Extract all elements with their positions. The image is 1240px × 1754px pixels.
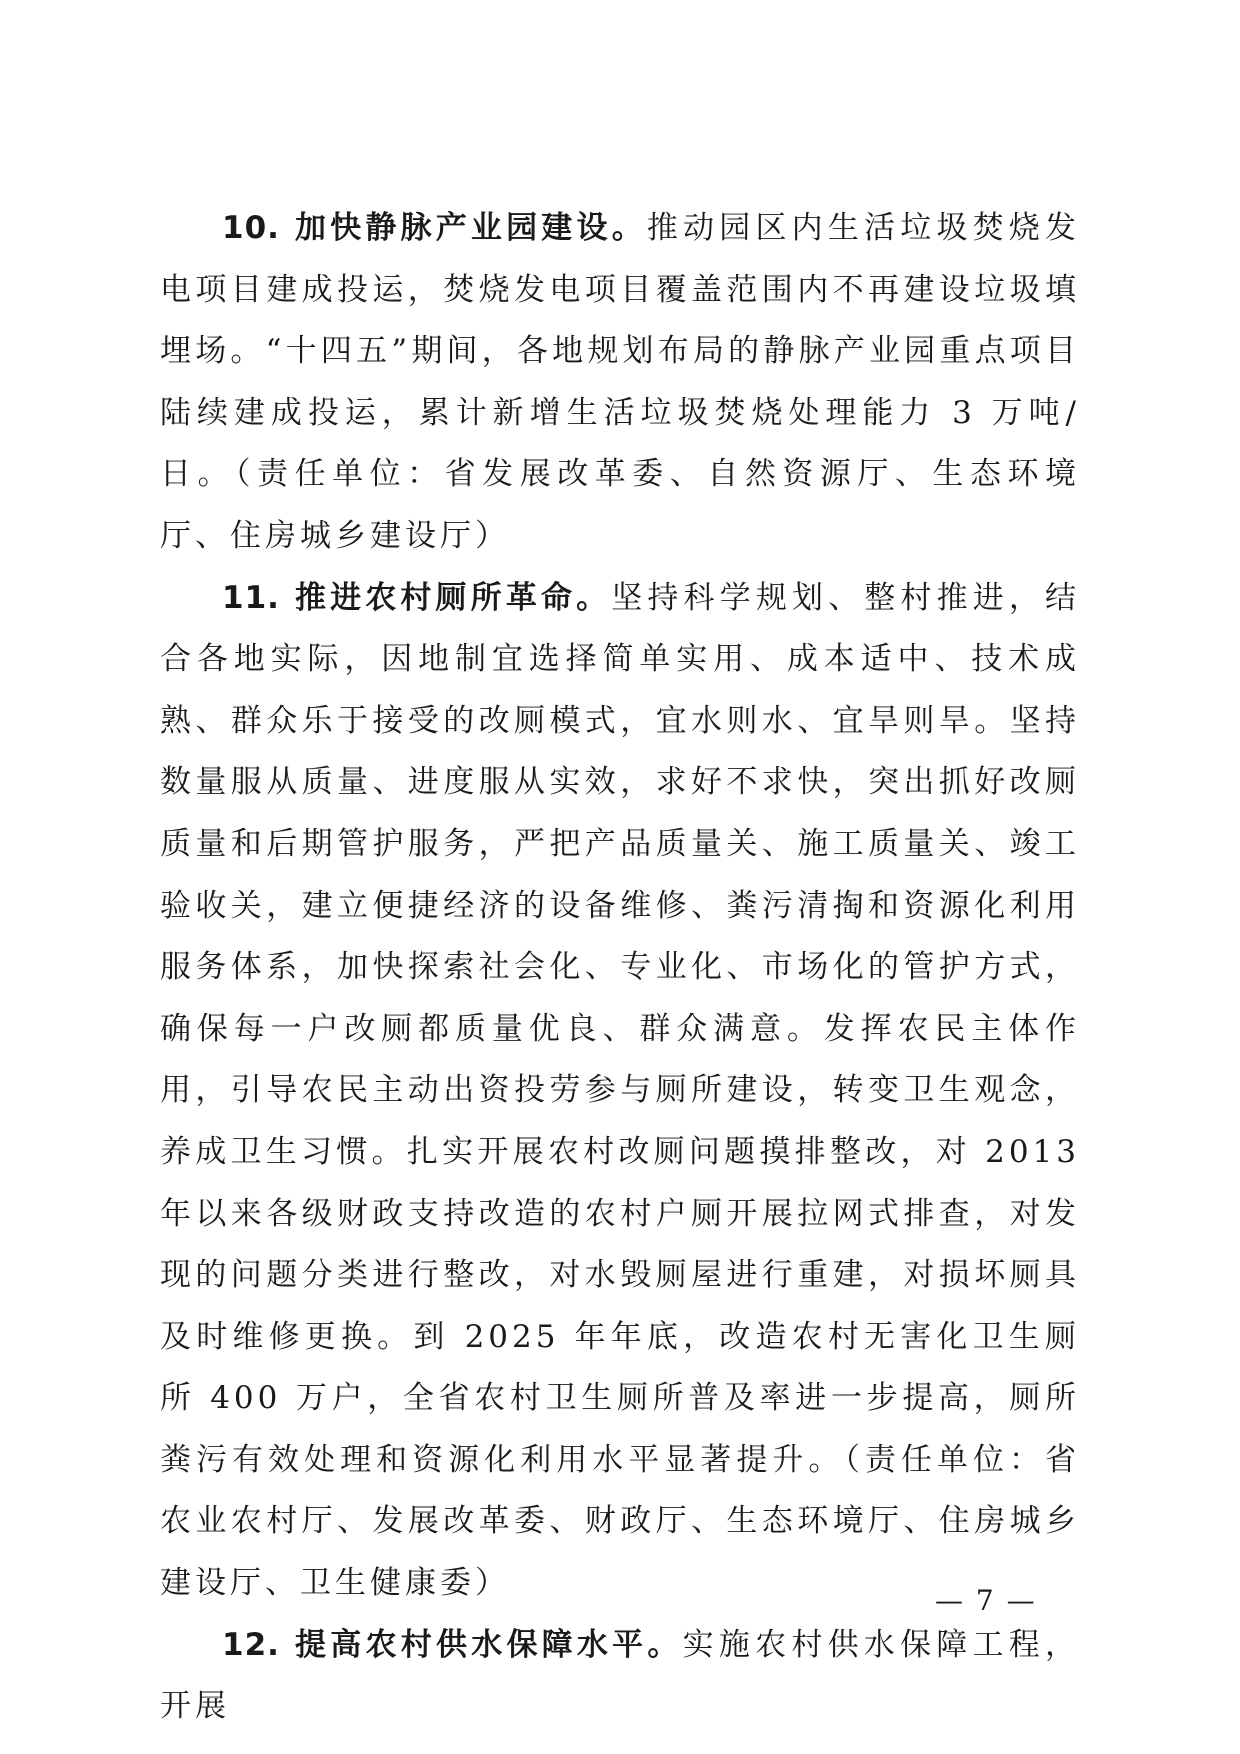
- section-title: 推进农村厕所革命。: [294, 579, 612, 616]
- section-number: 11.: [222, 579, 280, 616]
- section-body: 推动园区内生活垃圾焚烧发电项目建成投运，焚烧发电项目覆盖范围内不再建设垃圾填埋场。“十四五”期间，各地规划布局的静脉产业园重点项目陆续建成投运，累计新增生活垃圾焚烧处理能力 3 万吨/日。（责任单位：省发展改革委、自然资源厅、生态环境厅、住房城乡建设厅）: [160, 210, 1080, 554]
- document-body: [160, 198, 1080, 1738]
- section-number: 10.: [222, 210, 280, 246]
- section-body: 实施农村供水保障工程，开展: [160, 1626, 1080, 1725]
- section-11: [160, 568, 1080, 1615]
- section-body: 坚持科学规划、整村推进，结合各地实际，因地制宜选择简单实用、成本适中、技术成熟、群众乐于接受的改厕模式，宜水则水、宜旱则旱。坚持数量服从质量、进度服从实效，求好不求快，突出抓好改厕质量和后期管护服务，严把产品质量关、施工质量关、竣工验收关，建立便捷经济的设备维修、粪污清掏和资源化利用服务体系，加快探索社会化、专业化、市场化的管护方式，确保每一户改厕都质量优良、群众满意。发挥农民主体作用，引导农民主动出资投劳参与厕所建设，转变卫生观念，养成卫生习惯。扎实开展农村改厕问题摸排整改，对 2013 年以来各级财政支持改造的农村户厕开展拉网式排查，对发现的问题分类进行整改，对水毁厕屋进行重建，对损坏厕具及时维修更换。到 2025 年年底，改造农村无害化卫生厕所 400 万户，全省农村卫生厕所普及率进一步提高，厕所粪污有效处理和资源化利用水平显著提升。（责任单位：省农业农村厅、发展改革委、财政厅、生态环境厅、住房城乡建设厅、卫生健康委）: [160, 579, 1081, 1602]
- section-number: 12.: [222, 1626, 280, 1663]
- page-number: — 7 —: [935, 1584, 1037, 1617]
- section-12: [160, 1615, 1080, 1738]
- section-10: [160, 198, 1080, 568]
- section-title: 加快静脉产业园建设。: [294, 210, 647, 246]
- section-title: 提高农村供水保障水平。: [295, 1626, 683, 1663]
